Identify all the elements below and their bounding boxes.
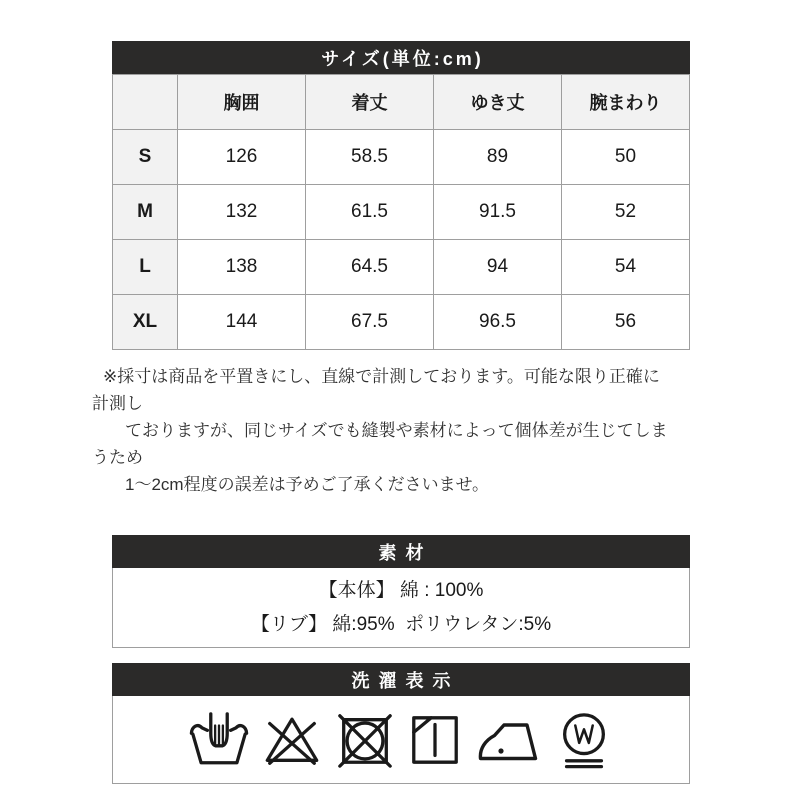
size-section-title-bar bbox=[112, 41, 690, 74]
iron-low-heat-icon bbox=[475, 712, 541, 768]
cell-s-sleeve: 89 bbox=[434, 130, 562, 185]
cell-s-length: 58.5 bbox=[306, 130, 434, 185]
cell-m-chest: 132 bbox=[178, 185, 306, 240]
size-label-l: L bbox=[113, 240, 178, 295]
wet-cleaning-icon bbox=[554, 710, 614, 770]
washing-section-title: 洗濯表示 bbox=[351, 670, 460, 691]
size-table-corner-cell bbox=[113, 75, 178, 130]
column-header-arm: 腕まわり bbox=[562, 75, 690, 130]
cell-m-length: 61.5 bbox=[306, 185, 434, 240]
note-line: うため bbox=[92, 448, 143, 467]
material-section-title-bar bbox=[112, 535, 690, 568]
table-row bbox=[113, 240, 690, 295]
cell-l-chest: 138 bbox=[178, 240, 306, 295]
material-line-rib: 【リブ】 綿:95% ポリウレタン:5% bbox=[250, 613, 552, 635]
table-row bbox=[113, 185, 690, 240]
size-table bbox=[112, 74, 690, 350]
table-row bbox=[113, 295, 690, 350]
cell-l-length: 64.5 bbox=[306, 240, 434, 295]
care-symbols-box bbox=[112, 696, 690, 784]
measurement-note bbox=[92, 363, 732, 498]
column-header-chest: 胸囲 bbox=[178, 75, 306, 130]
cell-xl-arm: 56 bbox=[562, 295, 690, 350]
hand-wash-icon bbox=[189, 712, 249, 768]
cell-xl-chest: 144 bbox=[178, 295, 306, 350]
cell-xl-length: 67.5 bbox=[306, 295, 434, 350]
size-label-xl: XL bbox=[113, 295, 178, 350]
cell-m-sleeve: 91.5 bbox=[434, 185, 562, 240]
note-line: ておりますが、同じサイズでも縫製や素材によって個体差が生じてしま bbox=[125, 421, 668, 440]
do-not-bleach-icon bbox=[262, 712, 322, 768]
material-line-body: 【本体】 綿 : 100% bbox=[318, 579, 484, 601]
table-row bbox=[113, 130, 690, 185]
cell-l-sleeve: 94 bbox=[434, 240, 562, 295]
column-header-sleeve: ゆき丈 bbox=[434, 75, 562, 130]
note-line: 1～2cm程度の誤差は予めご了承くださいませ。 bbox=[125, 475, 490, 494]
do-not-tumble-dry-icon bbox=[335, 712, 395, 768]
cell-s-chest: 126 bbox=[178, 130, 306, 185]
size-table-header-row bbox=[113, 75, 690, 130]
line-dry-in-shade-icon bbox=[408, 712, 462, 768]
cell-xl-sleeve: 96.5 bbox=[434, 295, 562, 350]
column-header-length: 着丈 bbox=[306, 75, 434, 130]
cell-s-arm: 50 bbox=[562, 130, 690, 185]
cell-l-arm: 54 bbox=[562, 240, 690, 295]
material-section-title: 素材 bbox=[378, 542, 433, 563]
note-line: ※採寸は商品を平置きにし、直線で計測しております。可能な限り正確に bbox=[103, 367, 660, 386]
note-line: 計測し bbox=[92, 394, 143, 413]
size-label-s: S bbox=[113, 130, 178, 185]
cell-m-arm: 52 bbox=[562, 185, 690, 240]
size-section-title: サイズ(単位:cm) bbox=[321, 48, 484, 69]
material-box bbox=[112, 568, 690, 648]
washing-section-title-bar bbox=[112, 663, 690, 696]
size-label-m: M bbox=[113, 185, 178, 240]
